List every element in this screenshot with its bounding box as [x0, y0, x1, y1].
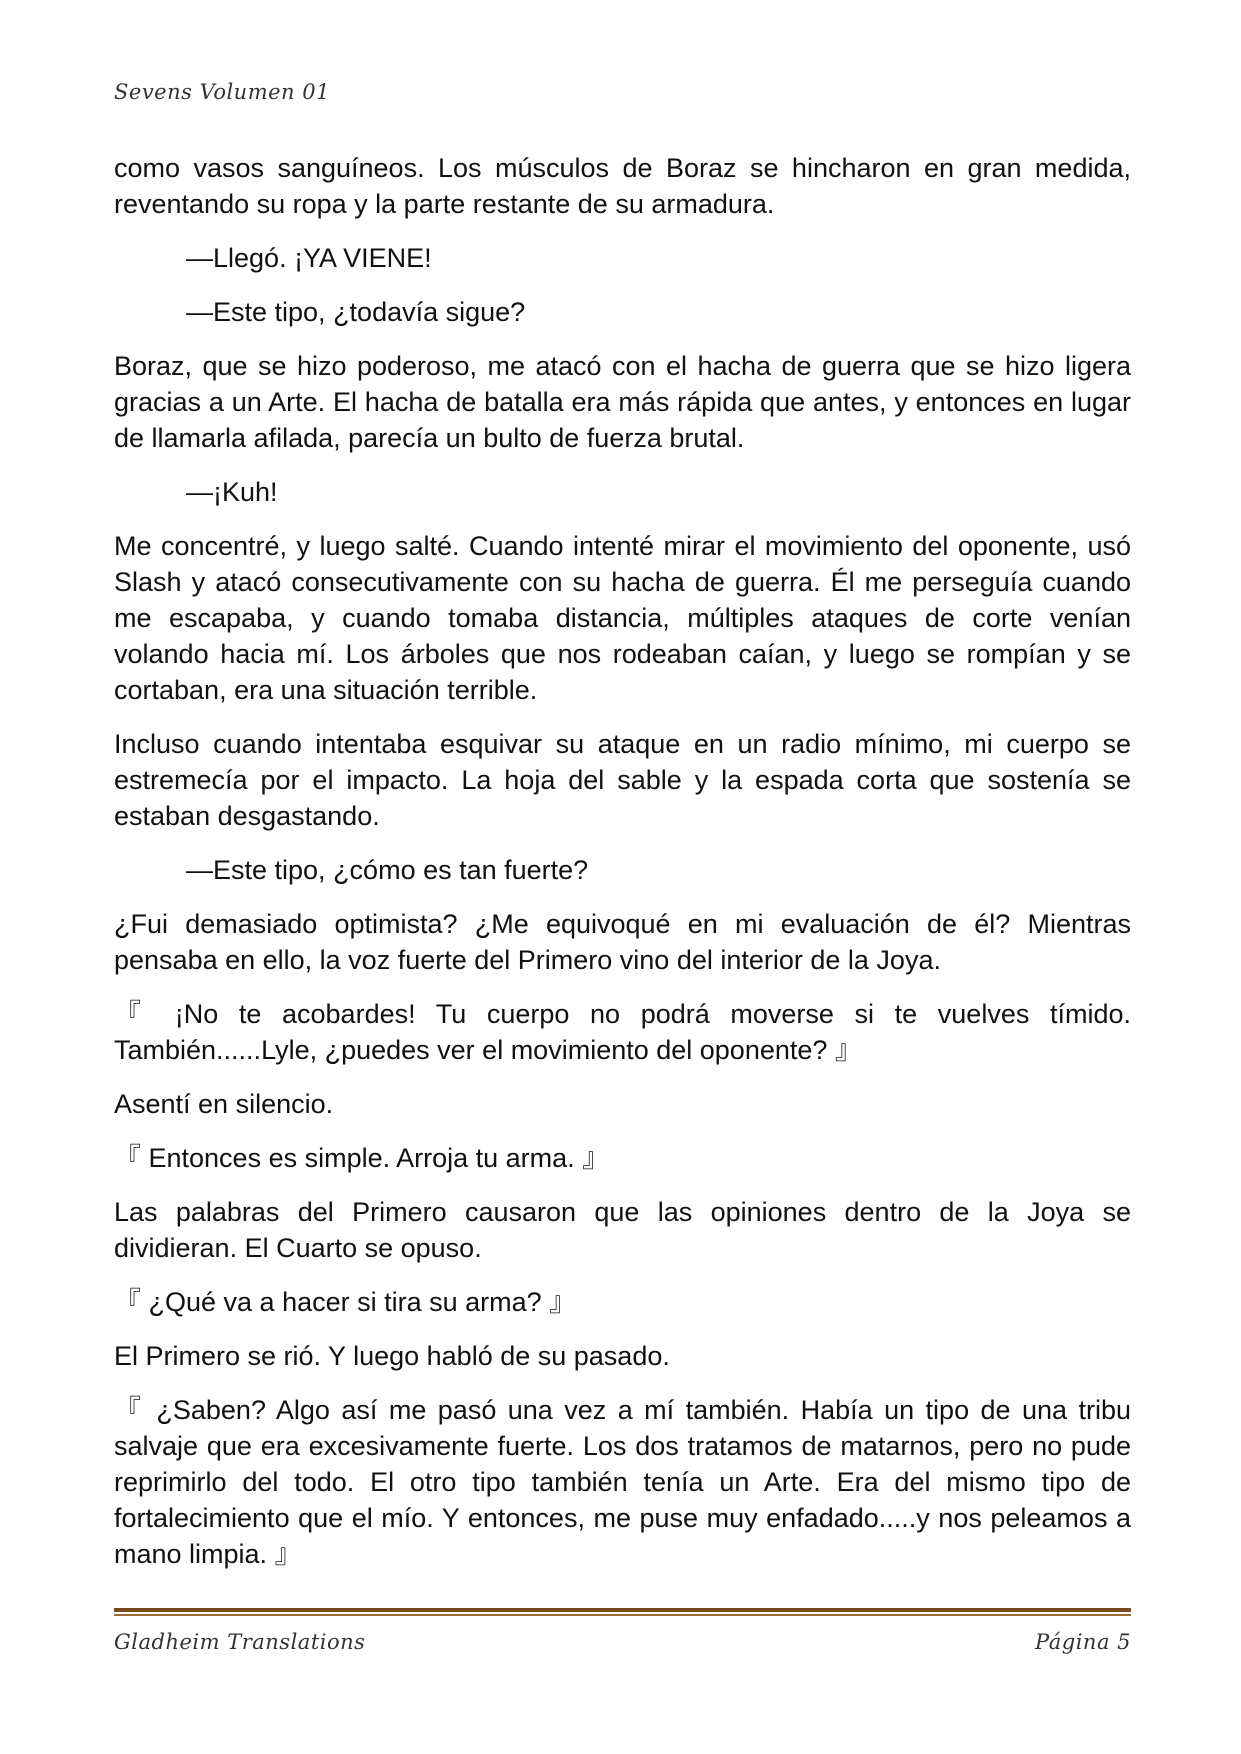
dialogue-line: —Este tipo, ¿todavía sigue?	[186, 297, 526, 327]
gem-speech: 『 Entonces es simple. Arroja tu arma. 』	[114, 1143, 610, 1173]
paragraph: Las palabras del Primero causaron que las opiniones dentro de la Joya se dividieran. El Cuarto se opuso.	[114, 1197, 1131, 1263]
paragraph: como vasos sanguíneos. Los músculos de Boraz se hincharon en gran medida, reventando su ropa y la parte restante de su armadura.	[114, 153, 1131, 219]
dialogue-line: —Este tipo, ¿cómo es tan fuerte?	[186, 855, 589, 885]
running-header: Sevens Volumen 01	[114, 80, 330, 104]
body-text	[114, 150, 1131, 1590]
paragraph: Me concentré, y luego salté. Cuando intenté mirar el movimiento del oponente, usó Slash y atacó consecutivamente con su hacha de guerra. Él me perseguía cuando me escapaba, y cuando tomaba distancia, múltiples ataques de corte venían volando hacia mí. Los árboles que nos rodeaban caían, y luego se rompían y se cortaban, era una situación terrible.	[114, 531, 1131, 705]
gem-speech: 『 ¡No te acobardes! Tu cuerpo no podrá moverse si te vuelves tímido. También......Lyle, ¿puedes ver el movimiento del oponente? 』	[114, 999, 1131, 1065]
dialogue-line: —Llegó. ¡YA VIENE!	[186, 243, 432, 273]
paragraph: Asentí en silencio.	[114, 1089, 334, 1119]
paragraph: Incluso cuando intentaba esquivar su ataque en un radio mínimo, mi cuerpo se estremecía por el impacto. La hoja del sable y la espada corta que sostenía se estaban desgastando.	[114, 729, 1131, 831]
paragraph: El Primero se rió. Y luego habló de su pasado.	[114, 1341, 670, 1371]
dialogue-line: —¡Kuh!	[186, 477, 278, 507]
page-number: Página 5	[1035, 1630, 1131, 1654]
paragraph: ¿Fui demasiado optimista? ¿Me equivoqué en mi evaluación de él? Mientras pensaba en ello, la voz fuerte del Primero vino del interior de la Joya.	[114, 909, 1131, 975]
paragraph: Boraz, que se hizo poderoso, me atacó con el hacha de guerra que se hizo ligera gracias a un Arte. El hacha de batalla era más rápida que antes, y entonces en lugar de llamarla afilada, parecía un bulto de fuerza brutal.	[114, 351, 1131, 453]
footer-publisher: Gladheim Translations	[114, 1630, 366, 1654]
gem-speech: 『 ¿Saben? Algo así me pasó una vez a mí también. Había un tipo de una tribu salvaje que era excesivamente fuerte. Los dos tratamos de matarnos, pero no pude reprimirlo del todo. El otro tipo también tenía un Arte. Era del mismo tipo de fortalecimiento que el mío. Y entonces, me puse muy enfadado.....y nos peleamos a mano limpia. 』	[114, 1395, 1131, 1569]
footer-divider	[114, 1608, 1131, 1617]
gem-speech: 『 ¿Qué va a hacer si tira su arma? 』	[114, 1287, 577, 1317]
